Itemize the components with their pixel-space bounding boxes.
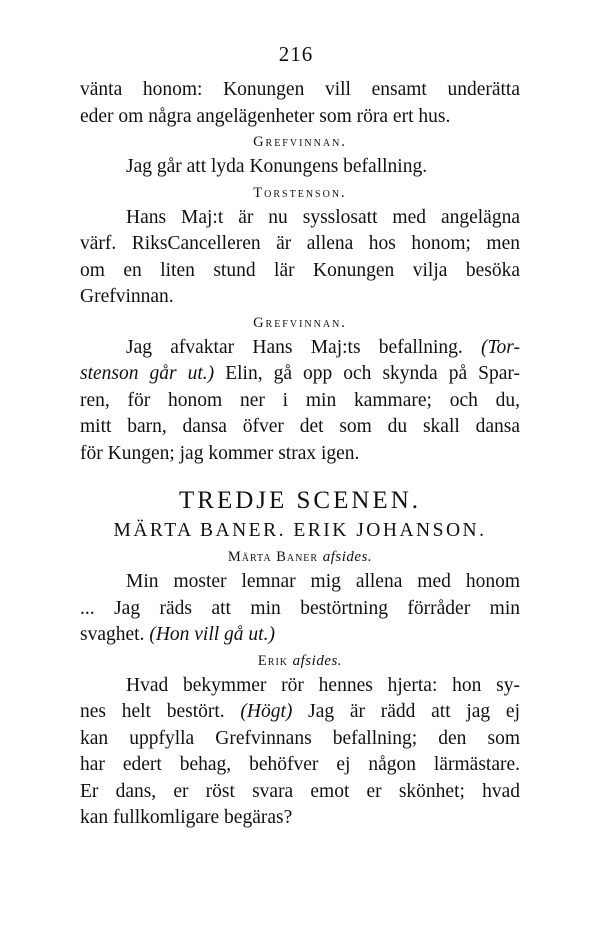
text-line xyxy=(80,622,520,649)
text-line: om en liten stund lär Konungen vilja besöka xyxy=(80,259,520,281)
stage-direction: afsides. xyxy=(292,652,343,669)
text-line xyxy=(80,699,520,726)
speaker-heading-marta-baner xyxy=(80,545,520,569)
page-number: 216 xyxy=(278,42,314,66)
text-line: Min moster lemnar mig allena med honom xyxy=(126,571,520,592)
text-line: kan uppfylla Grefvinnans befallning; den som xyxy=(80,727,520,749)
speaker-heading-erik xyxy=(80,649,520,673)
text-line xyxy=(80,335,520,362)
stage-direction: afsides. xyxy=(322,549,373,565)
text-line: Hans Maj:t är nu sysslosatt med angelägna xyxy=(126,206,520,228)
text-line: har edert behag, behöfver ej någon lärmästare. xyxy=(80,754,520,775)
text-line: eder om några angelägenheter som röra ert hus. xyxy=(80,105,451,127)
text-span: svaghet. xyxy=(80,624,150,645)
text-line: Hvad bekymmer rör hennes hjerta: hon sy- xyxy=(126,674,520,696)
text-line: ren, för honom ner i min kammare; och du, xyxy=(80,389,520,411)
speech-block-6 xyxy=(80,726,520,832)
text-line: Grefvinnan. xyxy=(80,286,174,307)
text-line xyxy=(80,361,520,388)
speaker-heading-grefvinnan-1: Grefvinnan. xyxy=(253,134,347,150)
text-line: Er dans, er röst svara emot er skönhet; hvad xyxy=(80,780,520,802)
scene-characters: MÄRTA BANER. ERIK JOHANSON. xyxy=(113,520,487,541)
stage-direction: stenson går ut.) xyxy=(80,363,215,384)
text-span: Jag afvaktar Hans Maj:ts befallning. xyxy=(126,336,481,358)
page-text xyxy=(80,77,520,832)
text-line: ... Jag räds att min bestörtning förråder min xyxy=(80,597,520,619)
text-line: mitt barn, dansa öfver det som du skall dansa xyxy=(80,416,520,437)
speech-block-1 xyxy=(80,77,520,130)
speech-block-5 xyxy=(80,569,520,622)
speaker-heading-torstenson: Torstenson. xyxy=(253,184,347,201)
scene-title: TREDJE SCENEN. xyxy=(179,487,421,514)
stage-direction: (Hon vill gå ut.) xyxy=(149,624,275,645)
speaker-heading-grefvinnan-2: Grefvinnan. xyxy=(253,314,347,331)
text-span: Elin, gå opp och skynda på Spar- xyxy=(214,363,520,384)
stage-direction: (Tor- xyxy=(481,336,520,358)
speech-block-3 xyxy=(80,205,520,311)
text-span: Jag är rädd att jag ej xyxy=(292,701,520,722)
speaker-name: Erik xyxy=(257,652,289,669)
speech-block-2 xyxy=(80,154,520,181)
stage-direction: (Högt) xyxy=(240,701,293,722)
speaker-name: Märta Baner xyxy=(227,549,319,565)
text-line: Jag går att lyda Konungens befallning. xyxy=(126,156,428,177)
speech-block-4 xyxy=(80,388,520,468)
text-line: vänta honom: Konungen vill ensamt underätta xyxy=(80,79,520,100)
text-line: kan fullkomligare begäras? xyxy=(80,807,293,828)
text-line: värf. RiksCancelleren är allena hos honom; men xyxy=(80,233,520,254)
text-span: nes helt bestört. xyxy=(80,701,241,722)
text-line: för Kungen; jag kommer strax igen. xyxy=(80,442,360,464)
